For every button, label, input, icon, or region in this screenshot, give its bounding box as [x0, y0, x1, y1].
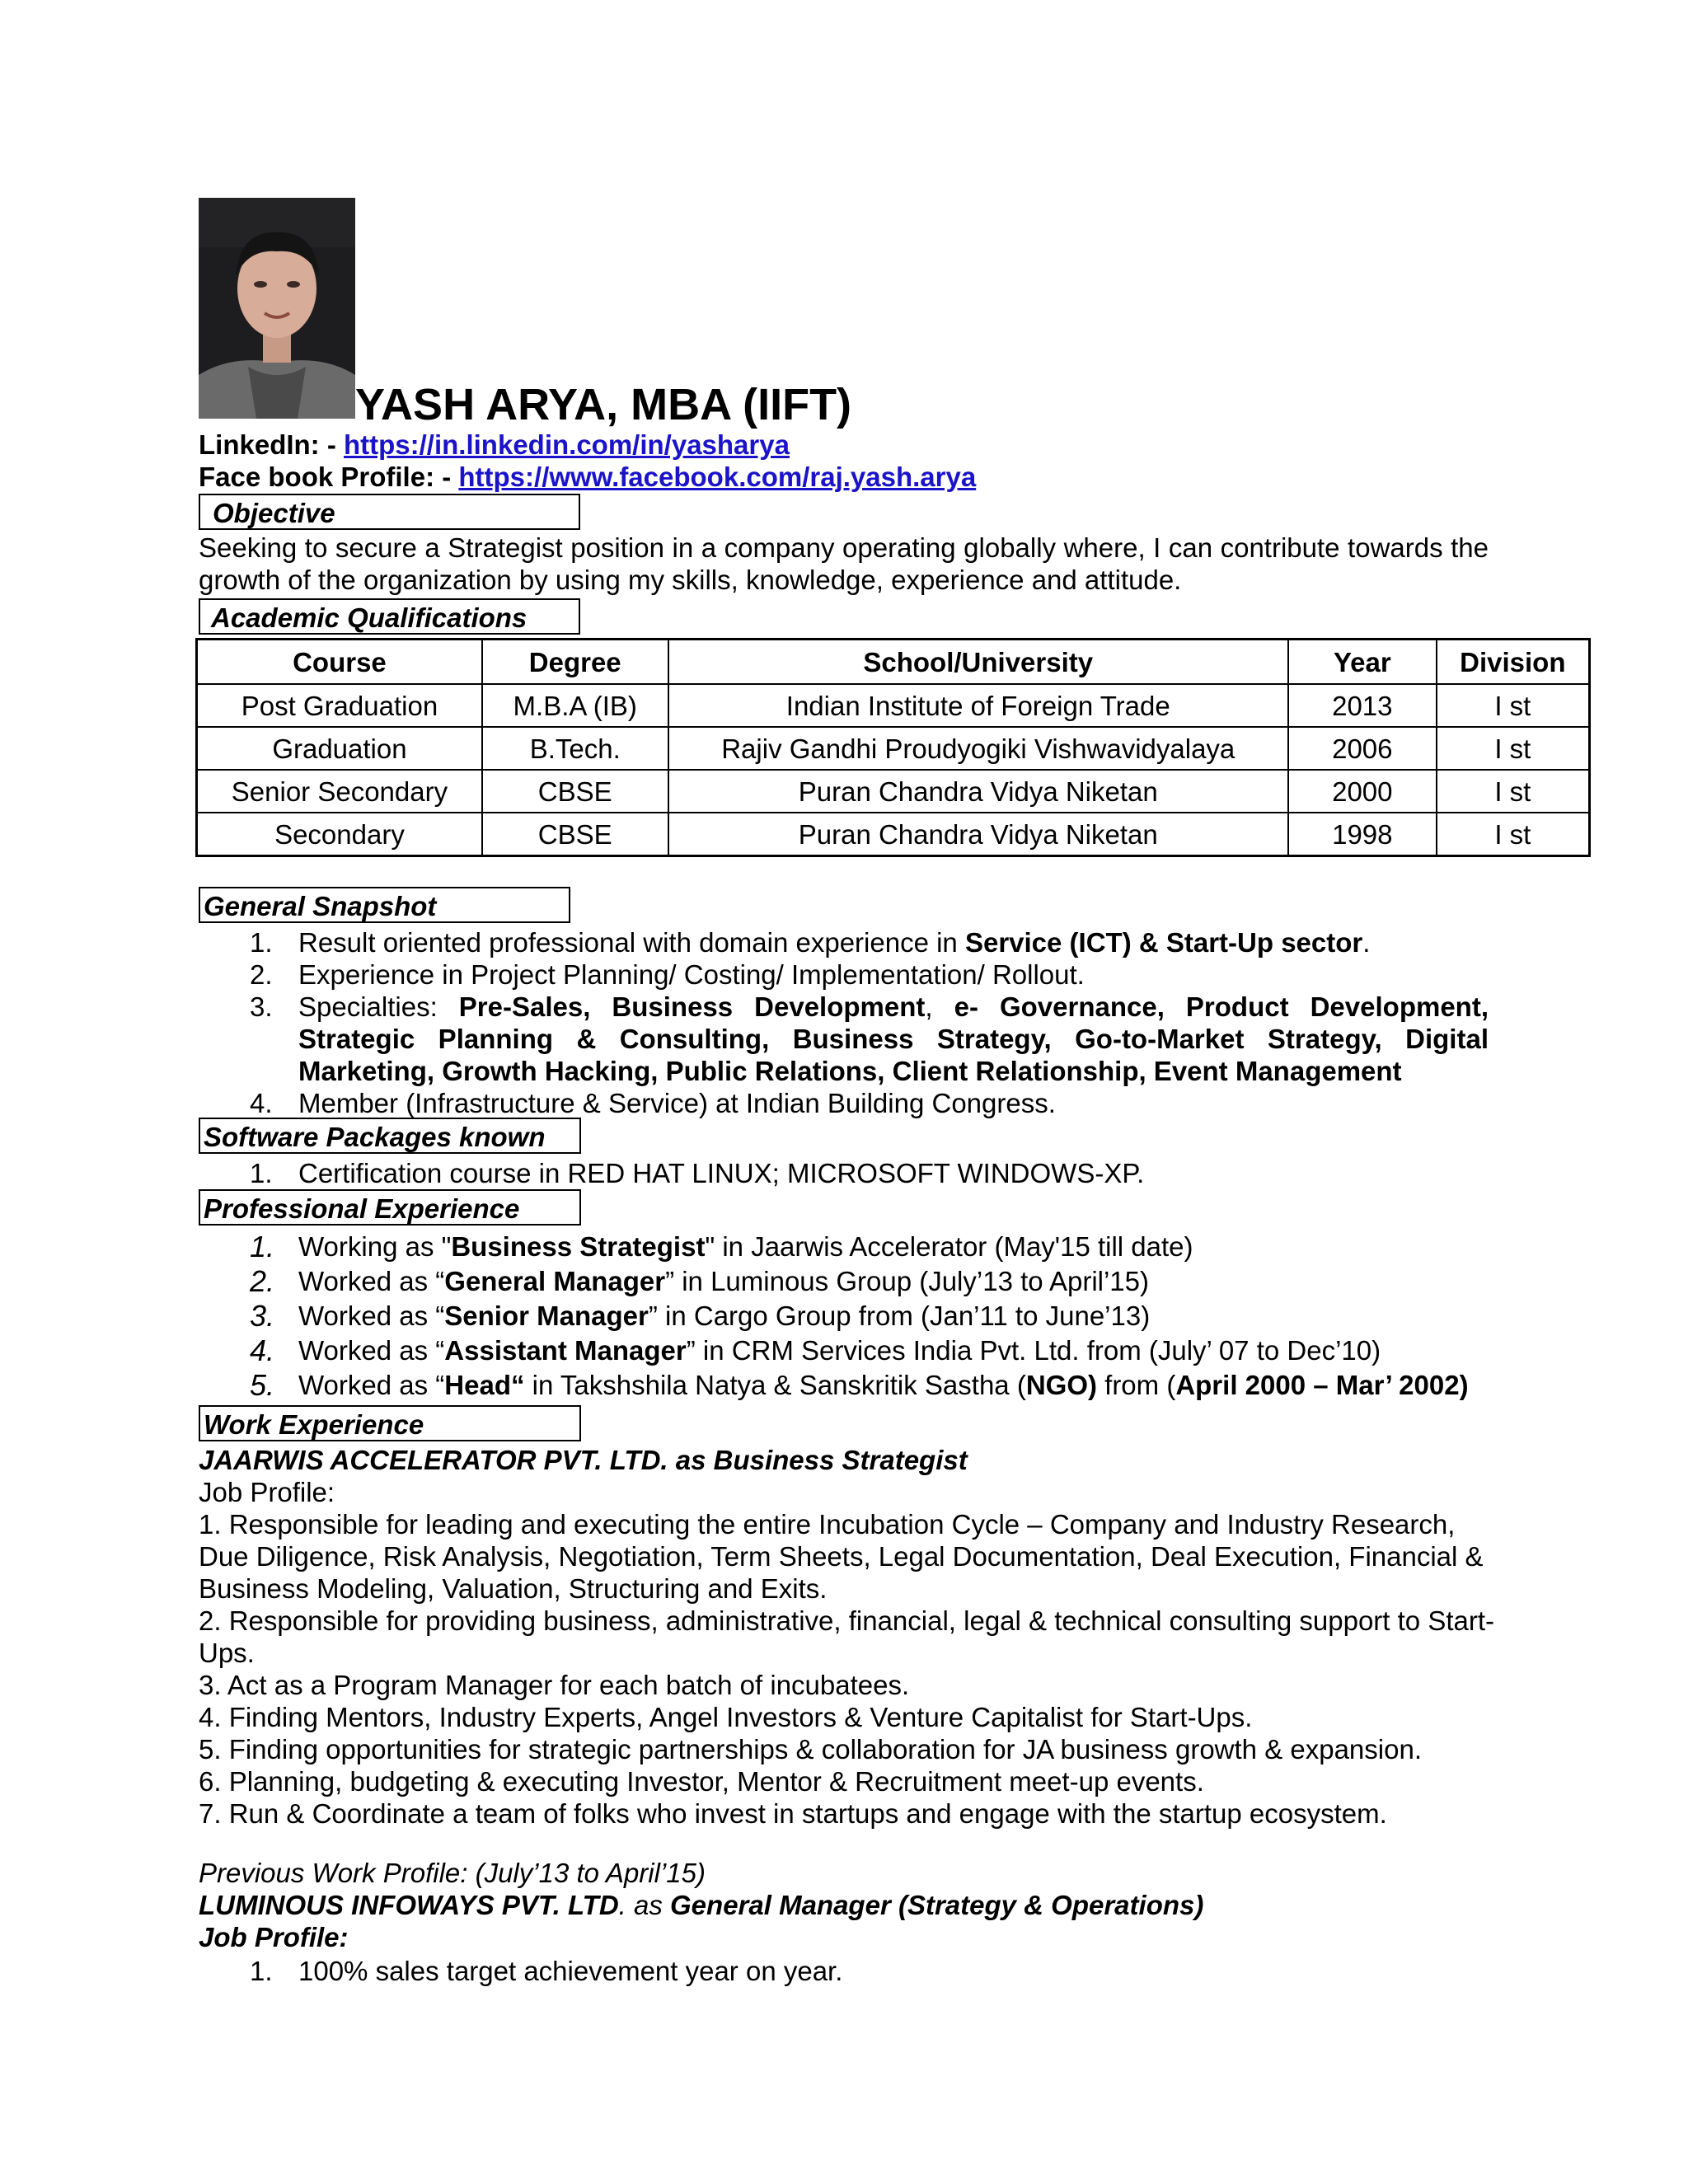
linkedin-label: LinkedIn: -: [199, 429, 344, 460]
work-point: 6. Planning, budgeting & executing Investor, Mentor & Recruitment meet-up events.: [199, 1766, 1204, 1797]
table-cell: Post Graduation: [197, 684, 482, 727]
previous-company-line: LUMINOUS INFOWAYS PVT. LTD. as General Manager (Strategy & Operations): [199, 1890, 1204, 1920]
table-cell: I st: [1437, 813, 1590, 856]
column-header: Year: [1288, 640, 1437, 685]
facebook-link[interactable]: https://www.facebook.com/raj.yash.arya: [458, 462, 977, 492]
column-header: Degree: [482, 640, 668, 685]
candidate-name: YASH ARYA, MBA (IIFT): [355, 380, 852, 429]
facebook-label: Face book Profile: -: [199, 462, 459, 492]
work-point: 5. Finding opportunities for strategic partnerships & collaboration for JA business growth & expansion.: [199, 1734, 1422, 1765]
table-header-row: [197, 640, 1590, 685]
objective-heading: Objective: [199, 494, 580, 530]
work-points: [199, 1508, 1501, 1830]
column-header: Division: [1437, 640, 1590, 685]
work-company: JAARWIS ACCELERATOR PVT. LTD. as Business Strategist: [199, 1445, 968, 1475]
table-cell: I st: [1437, 770, 1590, 813]
work-point: 3. Act as a Program Manager for each batch of incubatees.: [199, 1670, 910, 1700]
academic-table: [195, 638, 1591, 857]
list-item: 5. Worked as “Head“ in Takshshila Natya & Sanskritik Sastha (NGO) from (April 2000 – Mar’ 2002): [250, 1368, 1469, 1402]
table-cell: 2006: [1288, 727, 1437, 770]
academic-heading: Academic Qualifications: [199, 598, 580, 635]
table-row: [197, 727, 1590, 770]
table-cell: Puran Chandra Vidya Niketan: [668, 770, 1288, 813]
table-cell: Puran Chandra Vidya Niketan: [668, 813, 1288, 856]
table-cell: I st: [1437, 727, 1590, 770]
table-cell: Secondary: [197, 813, 482, 856]
list-item: 4. Worked as “Assistant Manager” in CRM Services India Pvt. Ltd. from (July’ 07 to Dec’10): [250, 1333, 1381, 1367]
table-cell: Rajiv Gandhi Proudyogiki Vishwavidyalaya: [668, 727, 1288, 770]
work-point: 1. Responsible for leading and executing the entire Incubation Cycle – Company and Industry Research, Due Diligence, Risk Analysis, Negotiation, Term Sheets, Legal Documentation, Deal Execution, Financial & Business Modeling, Valuation, Structuring and Exits.: [199, 1509, 1484, 1604]
work-point: 7. Run & Coordinate a team of folks who invest in startups and engage with the startup ecosystem.: [199, 1798, 1387, 1829]
table-cell: Indian Institute of Foreign Trade: [668, 684, 1288, 727]
linkedin-link[interactable]: https://in.linkedin.com/in/yasharya: [344, 429, 790, 460]
previous-job-profile-label: Job Profile:: [199, 1922, 349, 1952]
table-row: [197, 770, 1590, 813]
list-item: 3. Worked as “Senior Manager” in Cargo Group from (Jan’11 to June’13): [250, 1299, 1151, 1333]
list-item: 1. Certification course in RED HAT LINUX; MICROSOFT WINDOWS-XP.: [250, 1158, 1145, 1188]
table-row: [197, 684, 1590, 727]
work-point: 4. Finding Mentors, Industry Experts, Angel Investors & Venture Capitalist for Start-Ups.: [199, 1702, 1253, 1732]
objective-text: Seeking to secure a Strategist position in a company operating globally where, I can contribute towards the growth of the organization by using my skills, knowledge, experience and attitude.: [199, 532, 1489, 595]
table-cell: Senior Secondary: [197, 770, 482, 813]
software-list: [199, 1157, 1489, 1189]
work-point: 2. Responsible for providing business, administrative, financial, legal & technical consulting support to Start-Ups.: [199, 1605, 1494, 1668]
list-item: 4. Member (Infrastructure & Service) at Indian Building Congress.: [250, 1088, 1056, 1118]
job-profile-label: Job Profile:: [199, 1477, 335, 1507]
facebook-line: [199, 461, 976, 493]
table-cell: CBSE: [482, 813, 668, 856]
previous-role: General Manager (Strategy & Operations): [670, 1890, 1204, 1920]
snapshot-heading: General Snapshot: [199, 887, 570, 923]
linkedin-line: [199, 429, 790, 461]
list-item: 2. Experience in Project Planning/ Costing/ Implementation/ Rollout.: [250, 959, 1085, 990]
column-header: School/University: [668, 640, 1288, 685]
profile-photo-image: [199, 198, 355, 419]
table-cell: Graduation: [197, 727, 482, 770]
profile-photo: [199, 198, 355, 419]
table-cell: B.Tech.: [482, 727, 668, 770]
list-item: 1. 100% sales target achievement year on year.: [250, 1956, 843, 1986]
list-item: 2. Worked as “General Manager” in Luminous Group (July’13 to April’15): [250, 1264, 1150, 1298]
table-cell: 2013: [1288, 684, 1437, 727]
professional-list: [199, 1230, 1489, 1404]
previous-work-label: Previous Work Profile: (July’13 to April’15): [199, 1858, 706, 1888]
table-cell: 2000: [1288, 770, 1437, 813]
column-header: Course: [197, 640, 482, 685]
table-cell: M.B.A (IB): [482, 684, 668, 727]
list-item: 1. Result oriented professional with domain experience in Service (ICT) & Start-Up sector.: [250, 927, 1371, 958]
work-heading: Work Experience: [199, 1405, 581, 1441]
table-cell: I st: [1437, 684, 1590, 727]
table-cell: CBSE: [482, 770, 668, 813]
previous-company: LUMINOUS INFOWAYS PVT. LTD: [199, 1890, 619, 1920]
list-item: 1. Working as "Business Strategist" in Jaarwis Accelerator (May'15 till date): [250, 1230, 1193, 1263]
snapshot-list: [199, 926, 1489, 1119]
table-cell: 1998: [1288, 813, 1437, 856]
professional-heading: Professional Experience: [199, 1189, 581, 1226]
list-item: 3. Specialties: Pre-Sales, Business Development, e- Governance, Product Development, Strategic Planning & Consulting, Business Strategy, Go-to-Market Strategy, Digital Marketing, Growth Hacking, Public Relations, Client Relationship, Event Management: [250, 991, 1489, 1086]
previous-job-list: [199, 1955, 1489, 1987]
table-row: [197, 813, 1590, 856]
software-heading: Software Packages known: [199, 1118, 581, 1154]
